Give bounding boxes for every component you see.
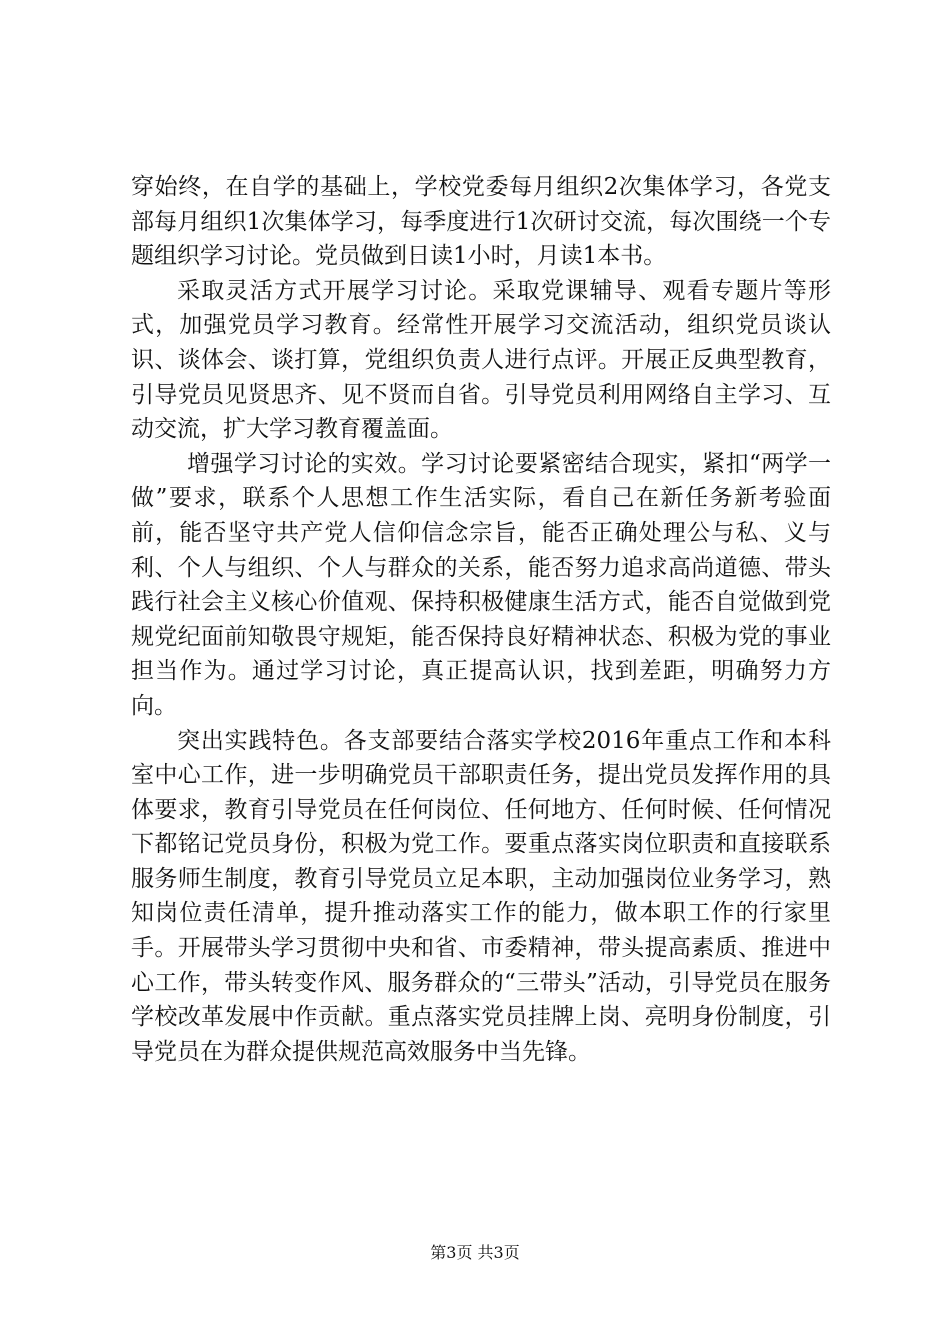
paragraph-effectiveness: 增强学习讨论的实效。学习讨论要紧密结合现实，紧扣“两学一做”要求，联系个人思想工作生活实际，看自己在新任务新考验面前，能否坚守共产党人信仰信念宗旨，能否正确处理公与私、义与利、个人与组织、个人与群众的关系，能否努力追求高尚道德、带头践行社会主义核心价值观、保持积极健康生活方式，能否自觉做到党规党纪面前知敬畏守规矩，能否保持良好精神状态、积极为党的事业担当作为。通过学习讨论，真正提高认识，找到差距，明确努力方向。 xyxy=(131,450,831,719)
page-number-footer: 第3页 共3页 xyxy=(430,1243,520,1262)
paragraph-continuation: 穿始终，在自学的基础上，学校党委每月组织2次集体学习，各党支部每月组织1次集体学习，每季度进行1次研讨交流，每次围绕一个专题组织学习讨论。党员做到日读1小时，月读1本书。 xyxy=(131,174,831,270)
paragraph-flexible-study: 采取灵活方式开展学习讨论。采取党课辅导、观看专题片等形式，加强党员学习教育。经常性开展学习交流活动，组织党员谈认识、谈体会、谈打算，党组织负责人进行点评。开展正反典型教育，引导党员见贤思齐、见不贤而自省。引导党员利用网络自主学习、互动交流，扩大学习教育覆盖面。 xyxy=(131,277,831,443)
document-body xyxy=(131,170,831,1069)
paragraph-practice: 突出实践特色。各支部要结合落实学校2016年重点工作和本科室中心工作，进一步明确党员干部职责任务，提出党员发挥作用的具体要求，教育引导党员在任何岗位、任何地方、任何时候、任何情况下都铭记党员身份，积极为党工作。要重点落实岗位职责和直接联系服务师生制度，教育引导党员立足本职，主动加强岗位业务学习，熟知岗位责任清单，提升推动落实工作的能力，做本职工作的行家里手。开展带头学习贯彻中央和省、市委精神，带头提高素质、推进中心工作，带头转变作风、服务群众的“三带头”活动，引导党员在服务学校改革发展中作贡献。重点落实党员挂牌上岗、亮明身份制度，引导党员在为群众提供规范高效服务中当先锋。 xyxy=(131,727,831,1065)
